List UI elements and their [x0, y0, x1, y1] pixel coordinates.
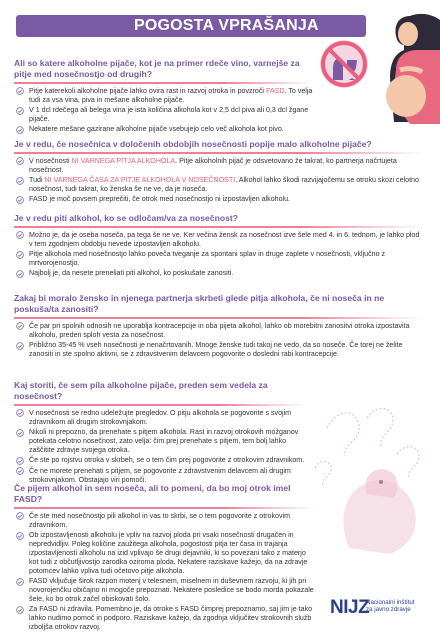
faq-question: Kaj storiti, če sem pila alkoholne pijače, preden sem vedela za nosečnost? [14, 380, 268, 401]
faq-question: Zakaj bi moralo žensko in njenega partnerja skrbeti glede pitja alkohola, če ni noseča in ne poskuša/ta zanositi? [14, 293, 385, 314]
section-divider [14, 152, 424, 154]
pregnant-woman-illustration [370, 12, 440, 127]
faq-answer-text: Tudi NI VARNEGA ČASA ZA PITJE ALKOHOLA V NOSEČNOSTI. Alkohol lahko škodi razvijajočemu se otroku skozi celotno nosečnost, tudi takrat, ko ženska še ne ve, da je noseča. [29, 176, 419, 193]
no-alcohol-icon [318, 38, 370, 90]
faq-answer-item [14, 250, 424, 268]
check-icon [16, 578, 24, 586]
check-icon [16, 87, 24, 95]
check-icon [16, 532, 24, 540]
faq-answer-item [14, 512, 314, 530]
faq-answer-item [14, 269, 424, 278]
check-icon [16, 429, 24, 437]
section-divider [14, 82, 314, 84]
faq-answer-text: Če ste po rojstvu otroka v skrbeh, se o tem čim prej pogovorite z otrokovim zdravnikom. [29, 456, 305, 465]
faq-answer-item [14, 195, 424, 204]
faq-section-3 [14, 213, 424, 280]
faq-answer-text: FASD je moč povsem preprečiti, če otrok med nosečnostjo ni izpostavljen alkoholu. [29, 195, 291, 204]
faq-section-5 [14, 380, 306, 486]
faq-section-4 [14, 293, 424, 360]
faq-answer-item [14, 87, 314, 105]
logo-mark: NIJZ [330, 597, 370, 618]
faq-answer-text: Ob izpostavljenosti alkoholu je vpliv na razvoj ploda pri vsaki nosečnosti drugačen in nepredvidljiv. Poleg količine zaužitega alkohola, pogostosti pitja ter časa in trajanja izpostavljenosti alkoholu na izid vplivajo še drugi dejavniki, ki so povezani tako z materjo kot tudi z občutljivostjo zarodka oziroma ploda. Nekatere raziskave kažejo, da na zdravje potomcev lahko vpliva tudi očetovo pitje alkohola. [29, 531, 308, 575]
check-icon [16, 231, 24, 239]
faq-answer-item [14, 106, 314, 124]
faq-answer-item [14, 428, 306, 455]
faq-section-6 [14, 483, 314, 634]
faq-answer-item [14, 467, 306, 485]
section-divider [14, 404, 306, 406]
title-banner [16, 15, 366, 37]
faq-answer-text: Nekatere mešane gazirane alkoholne pijače vsebujejo celo več alkohola kot pivo. [29, 125, 284, 134]
check-icon [16, 177, 24, 185]
faq-answer-item [14, 577, 314, 604]
faq-answer-item [14, 409, 306, 427]
faq-answer-text: V nosečnosti se redno udeležujte pregledov. O pitju alkohola se pogovorite s svojim zdravnikom ali drugim strokovnjakom. [29, 408, 292, 426]
check-icon [16, 467, 24, 475]
faq-answer-item [14, 341, 424, 359]
check-icon [16, 196, 24, 204]
faq-question: Če pijem alkohol in sem noseča, ali to pomeni, da bo moj otrok imel FASD? [14, 483, 291, 504]
faq-answer-text: Pitje katerekoli alkoholne pijače lahko ovira rast in razvoj otroka in povzroči FASD. To velja tudi za vsa vina, piva in mešane alkoholne pijače. [29, 86, 313, 104]
check-icon [16, 251, 24, 259]
logo-line-2: za javno zdravje [366, 606, 411, 614]
faq-section-2 [14, 139, 424, 206]
check-icon [16, 457, 24, 465]
faq-answer-text: Možno je, da je oseba noseča, pa tega še ne ve. Ker večina žensk za nosečnost izve šele med 4. in 6. tednom, je lahko plod v tem zgodnjem obdobju nevede izpostavljen alkoholu. [29, 230, 420, 248]
faq-answer-item [14, 322, 424, 340]
section-divider [14, 226, 424, 228]
section-divider [14, 317, 424, 319]
page-title: POGOSTA VPRAŠANJA [134, 17, 319, 34]
faq-answer-item [14, 531, 314, 576]
faq-answer-item [14, 125, 314, 134]
faq-answer-text: V 1 dcl rdečega ali belega vina je ista količina alkohola kot v 2,5 dcl piva ali 0,3 dcl žgane pijače. [29, 106, 309, 123]
faq-question: Ali so katere alkoholne pijače, kot je na primer rdeče vino, varnejše za pitje med nosečnostjo od drugih? [14, 58, 300, 79]
faq-question: Je v redu piti alkohol, ko se odločam/va za nosečnost? [14, 213, 238, 223]
check-icon [16, 270, 24, 278]
check-icon [16, 606, 24, 614]
faq-answer-text: Za FASD ni zdravila. Pomembno je, da otroke s FASD čimprej prepoznamo, saj jim je tako lahko nudimo pomoč in podporo. Raziskave kažejo, da zgodnja vključitev strokovnih služb izboljša otrokov razvoj. [29, 605, 313, 632]
check-icon [16, 157, 24, 165]
nijz-logo [330, 596, 430, 620]
faq-answer-text: V nosečnosti NI VARNEGA PITJA ALKOHOLA. Pitje alkoholnih pijač je odsvetovano že takrat, ko partnerja načrtujeta nosečnost. [29, 156, 397, 174]
logo-line-1: Nacionalni inštitut [366, 599, 415, 606]
faq-answer-text: Če ste med nosečnostjo pili alkohol in vas to skrbi, se o tem pogovorite z otrokovim zdravnikom. [29, 511, 291, 529]
check-icon [16, 409, 24, 417]
faq-answer-text: Če par pri spolnih odnosih ne uporablja kontracepcije in oba pijeta alkohol, lahko ob morebitni zanositvi otroka izpostavita alkoholu, preden sploh vesta za nosečnost. [29, 321, 410, 339]
faq-answer-item [14, 157, 424, 175]
faq-answer-text: FASD vključuje širok razpon motenj v telesnem, miselnem in duševnem razvoju, ki jih pri novorojenčku običajno ni mogoče prepoznati. Nekatere posledice se bodo morda pokazale šele, ko bo otrok začel obiskovati šolo. [29, 577, 314, 603]
faq-answer-item [14, 605, 314, 632]
check-icon [16, 342, 24, 350]
check-icon [16, 107, 24, 115]
dragon-illustration [297, 398, 432, 568]
faq-answer-text: Nikoli ni prepozno, da prenehate s pitjem alkohola. Rast in razvoj otrokovih možganov potekata celotno nosečnost, zato velja: čim prej prenehate s pitjem, tem bolj lahko zaščitite zdravje svojega otroka. [29, 428, 299, 454]
faq-answer-item [14, 456, 306, 465]
check-icon [16, 512, 24, 520]
faq-answer-text: Najbolj je, da nesete preneliati piti alkohol, ko poskušate zanositi. [29, 269, 234, 278]
faq-answer-text: Pitje alkohola med nosečnostjo lahko poveča tveganje za spontani splav in druge zaplete v nosečnosti, vključno z mrtvorojenostjo. [29, 250, 386, 267]
faq-answer-text: Približno 35-45 % vseh nosečnosti je nenačrtovanih. Mnoge ženske tudi takoj ne vedo, da so noseče. Če torej ne želite zanositi in ste spolno aktivni, se z zdravstvenim delavcem pogovorite o dosledni rabi kontracepcije. [29, 341, 403, 358]
logo-text [366, 599, 415, 613]
faq-answer-item [14, 176, 424, 194]
check-icon [16, 126, 24, 134]
faq-answer-text: Če ne morete prenehati s pitjem, se pogovorite z zdravstvenim delavcem ali drugim strokovnjakom. Obstajajo viri pomoči. [29, 466, 291, 484]
faq-answer-item [14, 231, 424, 249]
faq-section-1 [14, 58, 314, 136]
check-icon [16, 322, 24, 330]
section-divider [14, 507, 314, 509]
faq-question: Je v redu, če nosečnica v določenih obdobjih nosečnosti popije malo alkoholne pijače? [14, 139, 372, 149]
